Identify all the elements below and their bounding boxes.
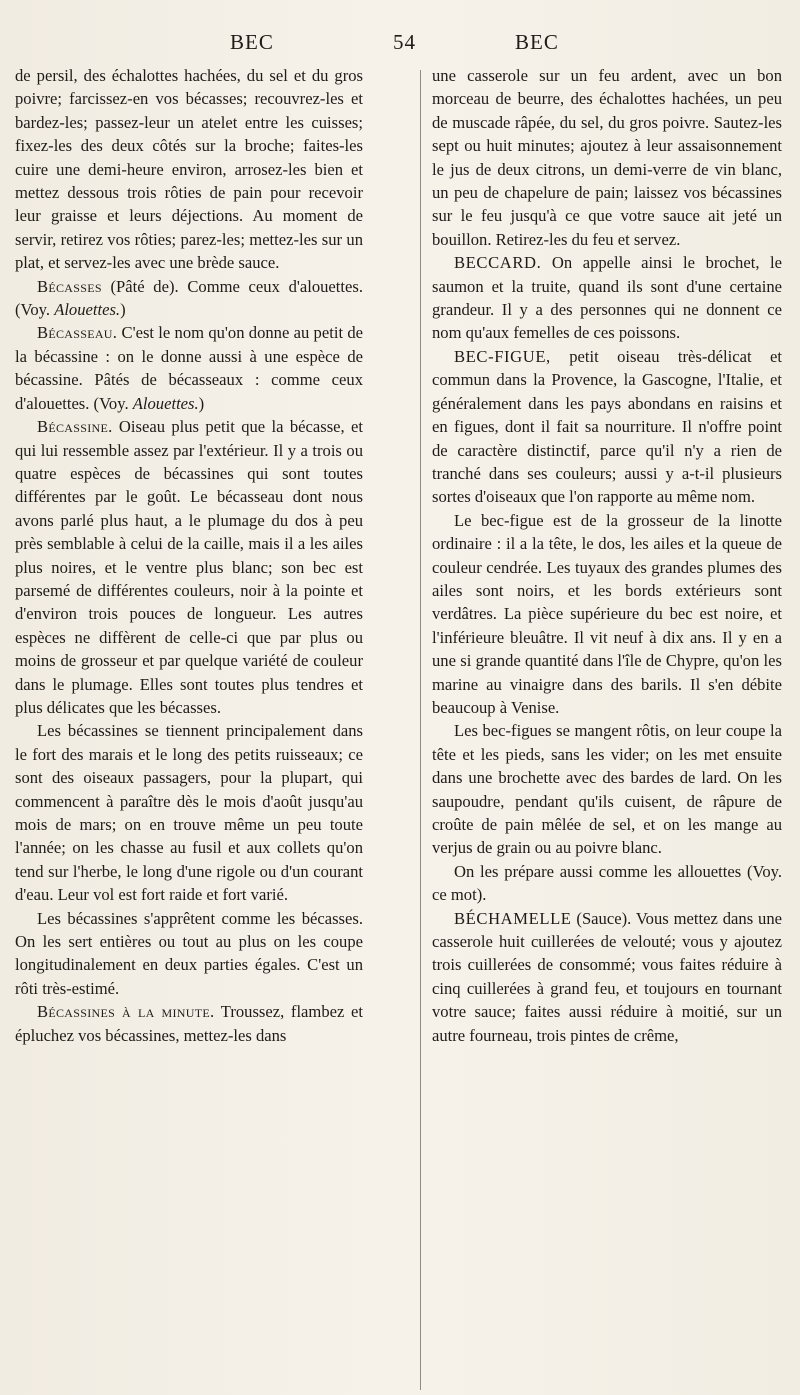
paragraph: de persil, des échalottes hachées, du sel et du gros poivre; farcissez-en vos bécasses; recouvrez-les et bardez-les; passez-leur un atelet entre les cuisses; fixez-les des deux côtés sur la broche; faites-les cuire une demi-heure environ, arrosez-les bien et mettez dessous trois rôties de pain pour recevoir leur graisse et leurs déjections. Au moment de servir, retirez vos rôties; parez-les; mettez-les sur un plat, et servez-les avec une brède sauce. <box>15 66 363 273</box>
entry-beccard: BECCARD. On appelle ainsi le brochet, le saumon et la truite, quand ils sont d'une certaine grandeur. Il y a des personnes qui ne donnent ce nom qu'aux femelles de ces poissons. <box>432 253 782 343</box>
entry-bec-figue: BEC-FIGUE, petit oiseau très-délicat et commun dans la Provence, la Gascogne, l'Italie, et généralement dans les pays abondans en raisins et en figues, dont il fait sa nourriture. Il n'offre point de caractère distinctif, parce qu'il n'y a rien de tranché dans ses couleurs; aussi y a-t-il plusieurs sortes d'oiseaux que l'on rapporte au même nom. <box>432 346 782 507</box>
page-number: 54 <box>393 30 416 54</box>
entry-head: Bécasses <box>37 276 102 296</box>
paragraph: Le bec-figue est de la grosseur de la linotte ordinaire : il a la tête, le dos, les ailes et la queue de couleur cendrée. Les tuyaux des grandes plumes des ailes sont noirs, et les bords extérieurs sont verdâtres. La pièce supérieure du bec est noire, et l'inférieure bleuâtre. Il vit neuf à dix ans. Il y en a une si grande quantité dans l'île de Chypre, qu'on les marine au vinaigre dans des barils. Il s'en débite beaucoup à Venise. <box>432 510 782 717</box>
entry-head: BÉCHAMELLE <box>454 908 572 928</box>
cross-reference: Alouettes. <box>54 300 121 320</box>
entry-head: Bécassines à la minute. <box>37 1002 215 1022</box>
entry-becasseau: Bécasseau. C'est le nom qu'on donne au petit de la bécassine : on le donne aussi à une espèce de bécassine. Pâtés de bécasseaux : comme ceux d'alouettes. (Voy. Alouettes.) <box>15 323 363 413</box>
entry-becassines-minute: Bécassines à la minute. Troussez, flambez et épluchez vos bécassines, mettez-les dans <box>15 1002 363 1045</box>
paragraph: Les bécassines se tiennent principalement dans le fort des marais et le long des petits ruisseaux; ce sont des oiseaux passagers, pour la plupart, qui commencent à paraître dès le mois d'août jusqu'au mois de mars; on en trouve même un peu toute l'année; on les chasse au fusil et aux collets qu'on tend sur l'herbe, le long d'une rigole ou d'un courant d'eau. Leur vol est fort raide et fort varié. <box>15 721 363 905</box>
entry-becassine: Bécassine. Oiseau plus petit que la bécasse, et qui lui ressemble assez par l'extérieur. Il y a trois ou quatre espèces de bécassines qui sont toutes différentes par le goût. Le bécasseau dont nous avons parlé plus haut, a le plumage du dos à peu près semblable à celui de la caille, mais il a les ailes plus noires, et le ventre plus blanc; son bec est parsemé de différentes couleurs, noir à la pointe et d'environ trois pouces de longueur. Les autres espèces ne diffèrent de celle-ci que par plus ou moins de grosseur et par quelque variété de couleur dans le plumage. Elles sont toutes plus tendres et plus délicates que les bécasses. <box>15 417 363 717</box>
paragraph: On les prépare aussi comme les allouettes (Voy. ce mot). <box>432 861 782 905</box>
header-left-word: BEC <box>230 30 274 54</box>
entry-head: Bécassine. <box>37 417 113 437</box>
entry-head: Bécasseau. <box>37 323 118 343</box>
entry-becasses-pate: Bécasses (Pâté de). Comme ceux d'alouettes. (Voy. Alouettes.) <box>15 276 363 320</box>
running-header <box>0 30 800 60</box>
cross-reference: Alouettes. <box>132 393 199 413</box>
header-right-word: BEC <box>515 30 559 54</box>
right-column <box>432 64 782 1047</box>
left-column <box>15 64 363 1047</box>
paragraph: Les bécassines s'apprêtent comme les bécasses. On les sert entières ou tout au plus on les coupe longitudinalement en deux parties égales. C'est un rôti très-estimé. <box>15 908 363 998</box>
paragraph: Les bec-figues se mangent rôtis, on leur coupe la tête et les pieds, sans les vider; on les met ensuite dans une brochette avec des bardes de lard. On les saupoudre, pendant qu'ils cuisent, de râpure de croûte de pain mêlée de sel, et on les mange au verjus de grain ou au poivre blanc. <box>432 721 782 858</box>
entry-head: BEC-FIGUE, <box>454 346 551 366</box>
entry-head: BECCARD. <box>454 253 542 273</box>
paragraph: une casserole sur un feu ardent, avec un bon morceau de beurre, des échalottes hachées, un peu de muscade râpée, du sel, du gros poivre. Sautez-les sept ou huit minutes; ajoutez à leur assaisonnement le jus de deux citrons, un demi-verre de vin blanc, un peu de chapelure de pain; laissez vos bécassines sur le feu jusqu'à ce que votre sauce ait jeté un bouillon. Retirez-les du feu et servez. <box>432 66 782 249</box>
column-divider <box>420 70 421 1390</box>
entry-bechamelle: BÉCHAMELLE (Sauce). Vous mettez dans une casserole huit cuillerées de velouté; vous y ajoutez trois cuillerées de consommé; vous faites réduire à cinq cuillerées à grand feu, et toujours en tournant votre sauce; faites aussi réduire à moitié, sur un autre fourneau, trois pintes de crême, <box>432 908 782 1045</box>
